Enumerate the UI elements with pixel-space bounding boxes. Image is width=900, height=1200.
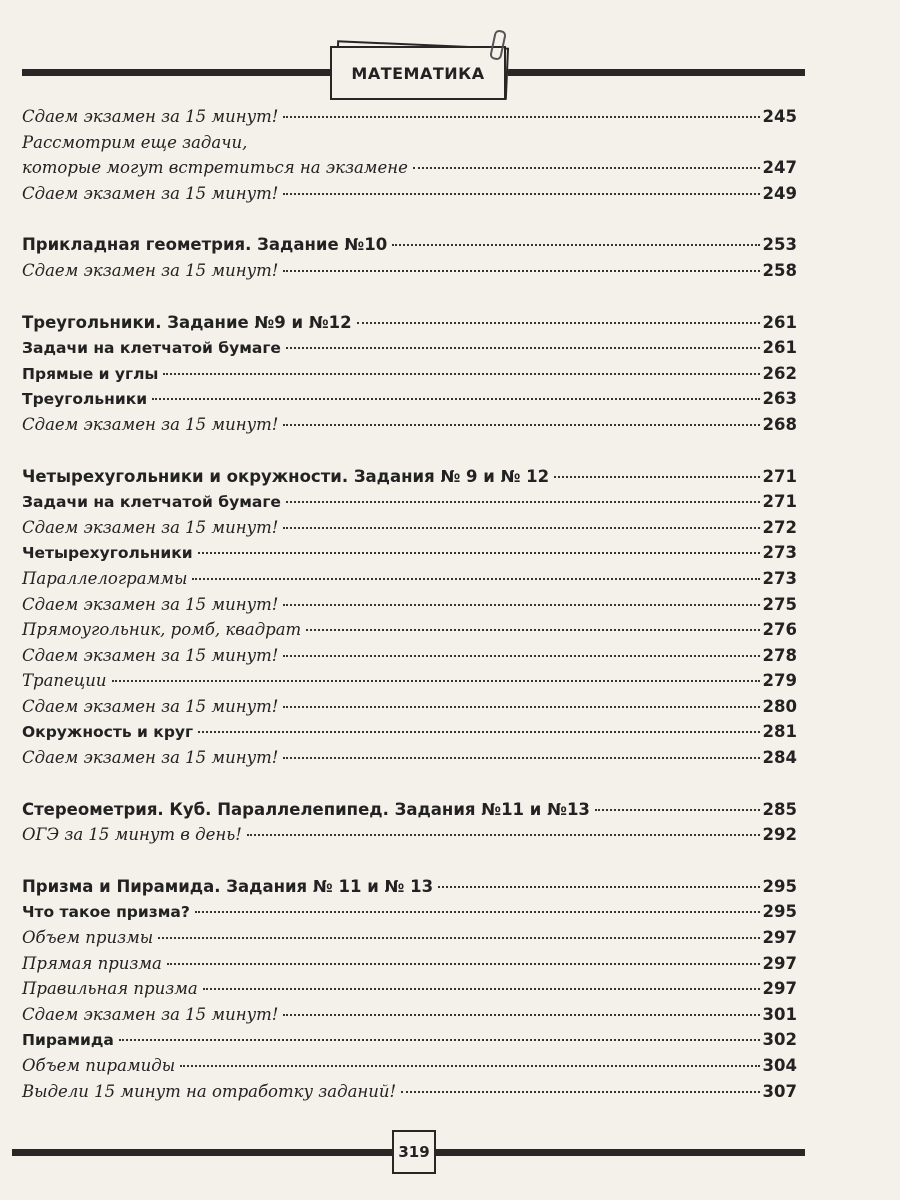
toc-entry[interactable] [22, 158, 797, 184]
toc-entry[interactable] [22, 671, 797, 697]
toc-entry[interactable] [22, 492, 797, 518]
entry-page-number: 261 [762, 338, 797, 358]
entry-page-number: 249 [762, 183, 797, 203]
dot-leader [247, 834, 760, 836]
entry-title: Сдаем экзамен за 15 минут! [22, 260, 279, 280]
dot-leader [283, 527, 759, 529]
entry-title: которые могут встретиться на экзамене [22, 158, 408, 178]
toc-entry[interactable] [22, 415, 797, 441]
dot-leader [392, 244, 759, 246]
toc-chapter-entry[interactable] [22, 800, 797, 826]
entry-page-number: 271 [762, 492, 797, 512]
dot-leader [595, 809, 760, 811]
entry-title: Сдаем экзамен за 15 минут! [22, 594, 279, 614]
dot-leader [438, 886, 759, 888]
dot-leader [119, 1039, 760, 1041]
entry-page-number: 253 [762, 235, 797, 255]
dot-leader [283, 193, 759, 195]
entry-title: Прямоугольник, ромб, квадрат [22, 620, 302, 640]
toc-entry[interactable] [22, 979, 797, 1005]
toc-entry[interactable] [22, 184, 797, 210]
entry-title: Прикладная геометрия. Задание №10 [22, 235, 388, 255]
dot-leader [180, 1065, 759, 1067]
entry-page-number: 273 [762, 568, 797, 588]
entry-title: Сдаем экзамен за 15 минут! [22, 517, 279, 537]
toc-entry[interactable] [22, 133, 797, 159]
entry-title: ОГЭ за 15 минут в день! [22, 825, 242, 845]
entry-page-number: 285 [762, 799, 797, 819]
entry-title: Правильная призма [22, 979, 198, 999]
toc-chapter-entry[interactable] [22, 877, 797, 903]
header-label [330, 46, 506, 100]
dot-leader [283, 116, 759, 118]
dot-leader [401, 1091, 759, 1093]
entry-page-number: 258 [762, 260, 797, 280]
entry-page-number: 247 [762, 158, 797, 178]
page-number-box [392, 1130, 436, 1174]
entry-page-number: 295 [762, 876, 797, 896]
table-of-contents [22, 107, 797, 1133]
toc-section [22, 107, 797, 209]
header-title: МАТЕМАТИКА [351, 63, 485, 83]
entry-title: Трапеции [22, 671, 107, 691]
toc-entry[interactable] [22, 107, 797, 133]
entry-page-number: 295 [762, 902, 797, 922]
toc-entry[interactable] [22, 646, 797, 672]
entry-title: Выдели 15 минут на отработку заданий! [22, 1081, 397, 1101]
entry-page-number: 307 [762, 1081, 797, 1101]
toc-entry[interactable] [22, 364, 797, 390]
entry-page-number: 297 [762, 928, 797, 948]
toc-chapter-entry[interactable] [22, 313, 797, 339]
dot-leader [152, 398, 759, 400]
entry-title: Сдаем экзамен за 15 минут! [22, 696, 279, 716]
toc-entry[interactable] [22, 569, 797, 595]
entry-title: Прямая призма [22, 953, 162, 973]
dot-leader [286, 347, 760, 349]
entry-title: Сдаем экзамен за 15 минут! [22, 748, 279, 768]
entry-page-number: 271 [762, 466, 797, 486]
toc-entry[interactable] [22, 1030, 797, 1056]
entry-page-number: 279 [762, 671, 797, 691]
entry-title: Стереометрия. Куб. Параллелепипед. Задания №11 и №13 [22, 799, 590, 819]
toc-entry[interactable] [22, 595, 797, 621]
toc-entry[interactable] [22, 1056, 797, 1082]
toc-entry[interactable] [22, 902, 797, 928]
dot-leader [283, 757, 759, 759]
entry-page-number: 280 [762, 696, 797, 716]
toc-entry[interactable] [22, 389, 797, 415]
toc-entry[interactable] [22, 722, 797, 748]
entry-page-number: 245 [762, 107, 797, 126]
toc-entry[interactable] [22, 261, 797, 287]
entry-title: Задачи на клетчатой бумаге [22, 493, 281, 512]
dot-leader [198, 731, 759, 733]
dot-leader [283, 1014, 759, 1016]
toc-entry[interactable] [22, 1082, 797, 1108]
entry-title: Что такое призма? [22, 903, 190, 922]
toc-section [22, 877, 797, 1107]
toc-entry[interactable] [22, 697, 797, 723]
dot-leader [198, 552, 760, 554]
entry-page-number: 281 [762, 722, 797, 742]
entry-title: Сдаем экзамен за 15 минут! [22, 414, 279, 434]
toc-section [22, 800, 797, 851]
dot-leader [192, 578, 759, 580]
entry-title: Прямые и углы [22, 364, 159, 383]
dot-leader [554, 476, 759, 478]
entry-page-number: 273 [762, 543, 797, 563]
entry-page-number: 262 [762, 363, 797, 383]
dot-leader [413, 167, 760, 169]
entry-page-number: 272 [762, 517, 797, 537]
toc-section [22, 467, 797, 774]
entry-title: Треугольники [22, 390, 148, 409]
dot-leader [283, 706, 759, 708]
toc-section [22, 235, 797, 286]
entry-page-number: 278 [762, 645, 797, 665]
dot-leader [306, 629, 759, 631]
toc-entry[interactable] [22, 825, 797, 851]
dot-leader [167, 963, 760, 965]
toc-entry[interactable] [22, 620, 797, 646]
dot-leader [158, 937, 759, 939]
entry-title: Рассмотрим еще задачи, [22, 132, 248, 152]
entry-page-number: 302 [762, 1030, 797, 1050]
toc-entry[interactable] [22, 1005, 797, 1031]
entry-page-number: 292 [762, 825, 797, 845]
dot-leader [283, 655, 759, 657]
page-number: 319 [398, 1143, 430, 1161]
dot-leader [283, 270, 759, 272]
dot-leader [286, 501, 760, 503]
toc-entry[interactable] [22, 928, 797, 954]
toc-entry[interactable] [22, 543, 797, 569]
dot-leader [357, 322, 760, 324]
toc-chapter-entry[interactable] [22, 467, 797, 493]
entry-title: Объем пирамиды [22, 1056, 176, 1075]
entry-page-number: 276 [762, 620, 797, 640]
entry-title: Сдаем экзамен за 15 минут! [22, 183, 279, 203]
dot-leader [195, 911, 760, 913]
entry-title: Четырехугольники и окружности. Задания № 9 и № 12 [22, 466, 550, 486]
entry-page-number: 263 [762, 389, 797, 409]
entry-title: Призма и Пирамида. Задания № 11 и № 13 [22, 876, 434, 896]
entry-page-number: 284 [762, 748, 797, 768]
toc-entry[interactable] [22, 338, 797, 364]
entry-page-number: 304 [762, 1056, 797, 1075]
dot-leader [112, 680, 760, 682]
entry-title: Треугольники. Задание №9 и №12 [22, 312, 352, 332]
entry-title: Четырехугольники [22, 544, 193, 563]
entry-title: Сдаем экзамен за 15 минут! [22, 1004, 279, 1024]
dot-leader [163, 373, 759, 375]
entry-title: Сдаем экзамен за 15 минут! [22, 645, 279, 665]
toc-entry[interactable] [22, 748, 797, 774]
entry-title: Параллелограммы [22, 568, 188, 588]
entry-title: Окружность и круг [22, 723, 194, 742]
entry-title: Пирамида [22, 1031, 114, 1050]
toc-chapter-entry[interactable] [22, 235, 797, 261]
entry-page-number: 301 [762, 1004, 797, 1024]
entry-page-number: 275 [762, 594, 797, 614]
entry-title: Задачи на клетчатой бумаге [22, 339, 281, 358]
entry-page-number: 297 [762, 979, 797, 999]
dot-leader [283, 424, 759, 426]
entry-page-number: 261 [762, 312, 797, 332]
toc-entry[interactable] [22, 518, 797, 544]
entry-title: Объем призмы [22, 928, 154, 948]
entry-page-number: 268 [762, 414, 797, 434]
toc-section [22, 313, 797, 441]
toc-entry[interactable] [22, 954, 797, 980]
dot-leader [203, 988, 760, 990]
entry-title: Сдаем экзамен за 15 минут! [22, 107, 279, 126]
dot-leader [283, 604, 759, 606]
entry-page-number: 297 [762, 953, 797, 973]
